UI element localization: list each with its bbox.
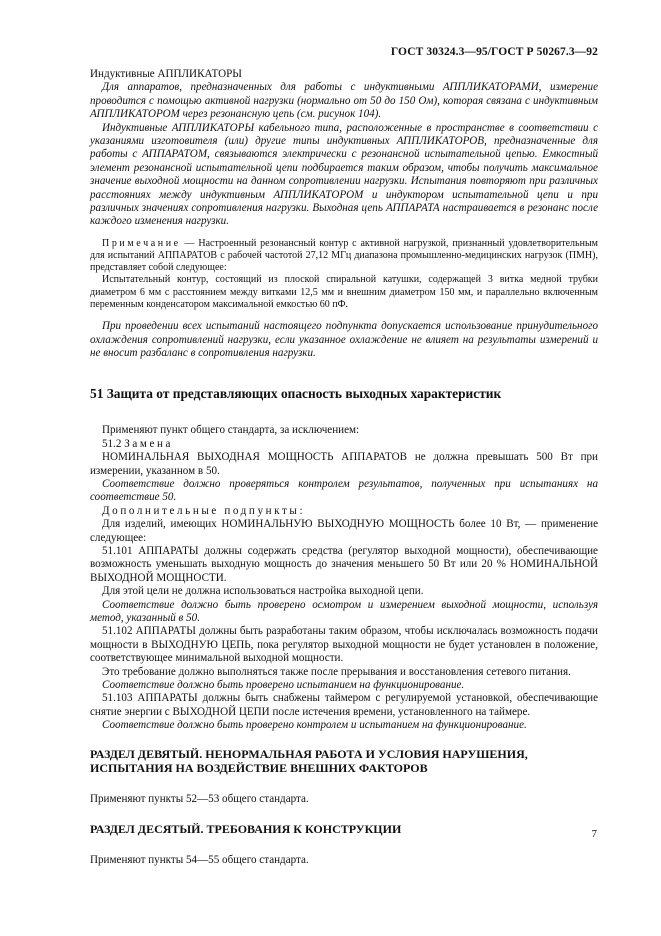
page-content xyxy=(90,68,598,867)
note xyxy=(90,238,598,275)
additional-subclauses: Дополнительные подпункты: xyxy=(102,504,306,517)
paragraph-compliance-inspection: Соответствие должно быть проверено осмотром и измерением выходной мощности, используя метод, указанный в 50. xyxy=(90,598,598,624)
paragraph-compliance-function: Соответствие должно быть проверено испытанием на функционирование. xyxy=(102,679,465,692)
running-header: ГОСТ 30324.3—95/ГОСТ Р 50267.3—92 xyxy=(390,46,598,58)
section-51-heading: 51 Защита от представляющих опасность выходных характеристик xyxy=(90,386,502,402)
clause-51-103: 51.103 АППАРАТЫ должны быть снабжены таймером с регулируемой установкой, обеспечивающие снятие энергии с ВЫХОДНОЙ ЦЕПИ после истечения времени, установленного на таймере. xyxy=(90,692,598,718)
section-nine-heading: РАЗДЕЛ ДЕВЯТЫЙ. НЕНОРМАЛЬНАЯ РАБОТА И УСЛОВИЯ НАРУШЕНИЯ, ИСПЫТАНИЯ НА ВОЗДЕЙСТВИЕ ВНЕШНИХ ФАКТОРОВ xyxy=(90,746,528,775)
paragraph-apply-52-53: Применяют пункты 52—53 общего стандарта. xyxy=(90,792,309,805)
clause-51-101: 51.101 АППАРАТЫ должны содержать средства (регулятор выходной мощности), обеспечивающие возможность уменьшать выходную мощность до значения меньшего 50 Вт или 20 % НОМИНАЛЬНОЙ ВЫХОДНОЙ МОЩНОСТИ. xyxy=(90,544,598,584)
paragraph-cable-applicators: Индуктивные АППЛИКАТОРЫ кабельного типа, расположенные в пространстве в соответствии с указаниями изготовителя (или) другие типы индуктивных АППЛИКАТОРОВ, предназначенные для работы с АППАРАТОМ, связываются электрически с резонансной испытательной цепью. Емкостный элемент резонансной испытательной цепи подбирается таким образом, чтобы получить максимальное значение выходной мощности на данном сопротивлении нагрузки. Испытания повторяют при различных расстояниях между индуктивным АППЛИКАТОРОМ и индуктором испытательной цепи и при различных значениях сопротивления нагрузки. Выходная цепь АППАРАТА настраивается в резонанс после каждого изменения нагрузки. xyxy=(90,121,598,228)
paragraph-over-10w: Для изделий, имеющих НОМИНАЛЬНУЮ ВЫХОДНУЮ МОЩНОСТЬ более 10 Вт, — применение следующее: xyxy=(90,518,598,544)
paragraph-compliance-control: Соответствие должно быть проверено контролем и испытанием на функционирование. xyxy=(102,719,527,732)
clause-51-102: 51.102 АППАРАТЫ должны быть разработаны таким образом, чтобы исключалась возможность подачи мощности в ВЫХОДНУЮ ЦЕПЬ, пока регулятор выходной мощности не будет установлен в положение, соответствующее минимальной выходной мощности. xyxy=(90,625,598,665)
paragraph-compliance-50: Соответствие должно проверяться контролем результатов, полученных при испытаниях на соответствие 50. xyxy=(90,477,598,504)
paragraph-cooling: При проведении всех испытаний настоящего подпункта допускается использование принудительного охлаждения сопротивлений нагрузки, если указанное охлаждение не влияет на результаты измерений и не вносит разбаланс в сопротивления нагрузки. xyxy=(90,320,598,359)
paragraph-no-output-tuning: Для этой цели не должна использоваться настройка выходной цепи. xyxy=(102,585,424,598)
subsection-title: Индуктивные АППЛИКАТОРЫ xyxy=(90,68,242,80)
paragraph-apply-54-55: Применяют пункты 54—55 общего стандарта. xyxy=(90,854,309,867)
note-text: — Настроенный резонансный контур с активной нагрузкой, признанный удовлетворительным для испытаний АППАРАТОВ с рабочей частотой 27,12 МГц диапазона промышленно-медицинских нагрузок (ПМН), представляет собой следующее: xyxy=(90,237,598,274)
clause-51-2 xyxy=(90,438,598,451)
note-label: Примечание xyxy=(102,237,181,249)
page-number: 7 xyxy=(591,828,597,840)
clause-label: Замена xyxy=(124,437,174,450)
paragraph-rated-output: НОМИНАЛЬНАЯ ВЫХОДНАЯ МОЩНОСТЬ АППАРАТОВ не должна превышать 500 Вт при измерении, указанном в 50. xyxy=(90,451,598,477)
clause-number: 51.2 xyxy=(102,437,125,450)
paragraph-inductive-load: Для аппаратов, предназначенных для работы с индуктивными АППЛИКАТОРАМИ, измерение проводится с помощью активной нагрузки (нормально от 50 до 150 Ом), которая связана с индуктивным АППЛИКАТОРОМ через резонансную цепь (см. рисунок 104). xyxy=(90,81,598,121)
paragraph-power-restore: Это требование должно выполняться также после прерывания и восстановления сетевого питания. xyxy=(102,665,571,678)
paragraph-apply-general: Применяют пункт общего стандарта, за исключением: xyxy=(102,424,360,437)
note-continuation: Испытательный контур, состоящий из плоской спиральной катушки, содержащей 3 витка медной трубки диаметром 6 мм с расстоянием между витками 12,5 мм и внешним диаметром 150 мм, и параллельно включенным переменным конденсатором максимальной емкостью 60 пФ. xyxy=(90,274,598,310)
section-ten-heading: РАЗДЕЛ ДЕСЯТЫЙ. ТРЕБОВАНИЯ К КОНСТРУКЦИИ xyxy=(90,822,402,837)
